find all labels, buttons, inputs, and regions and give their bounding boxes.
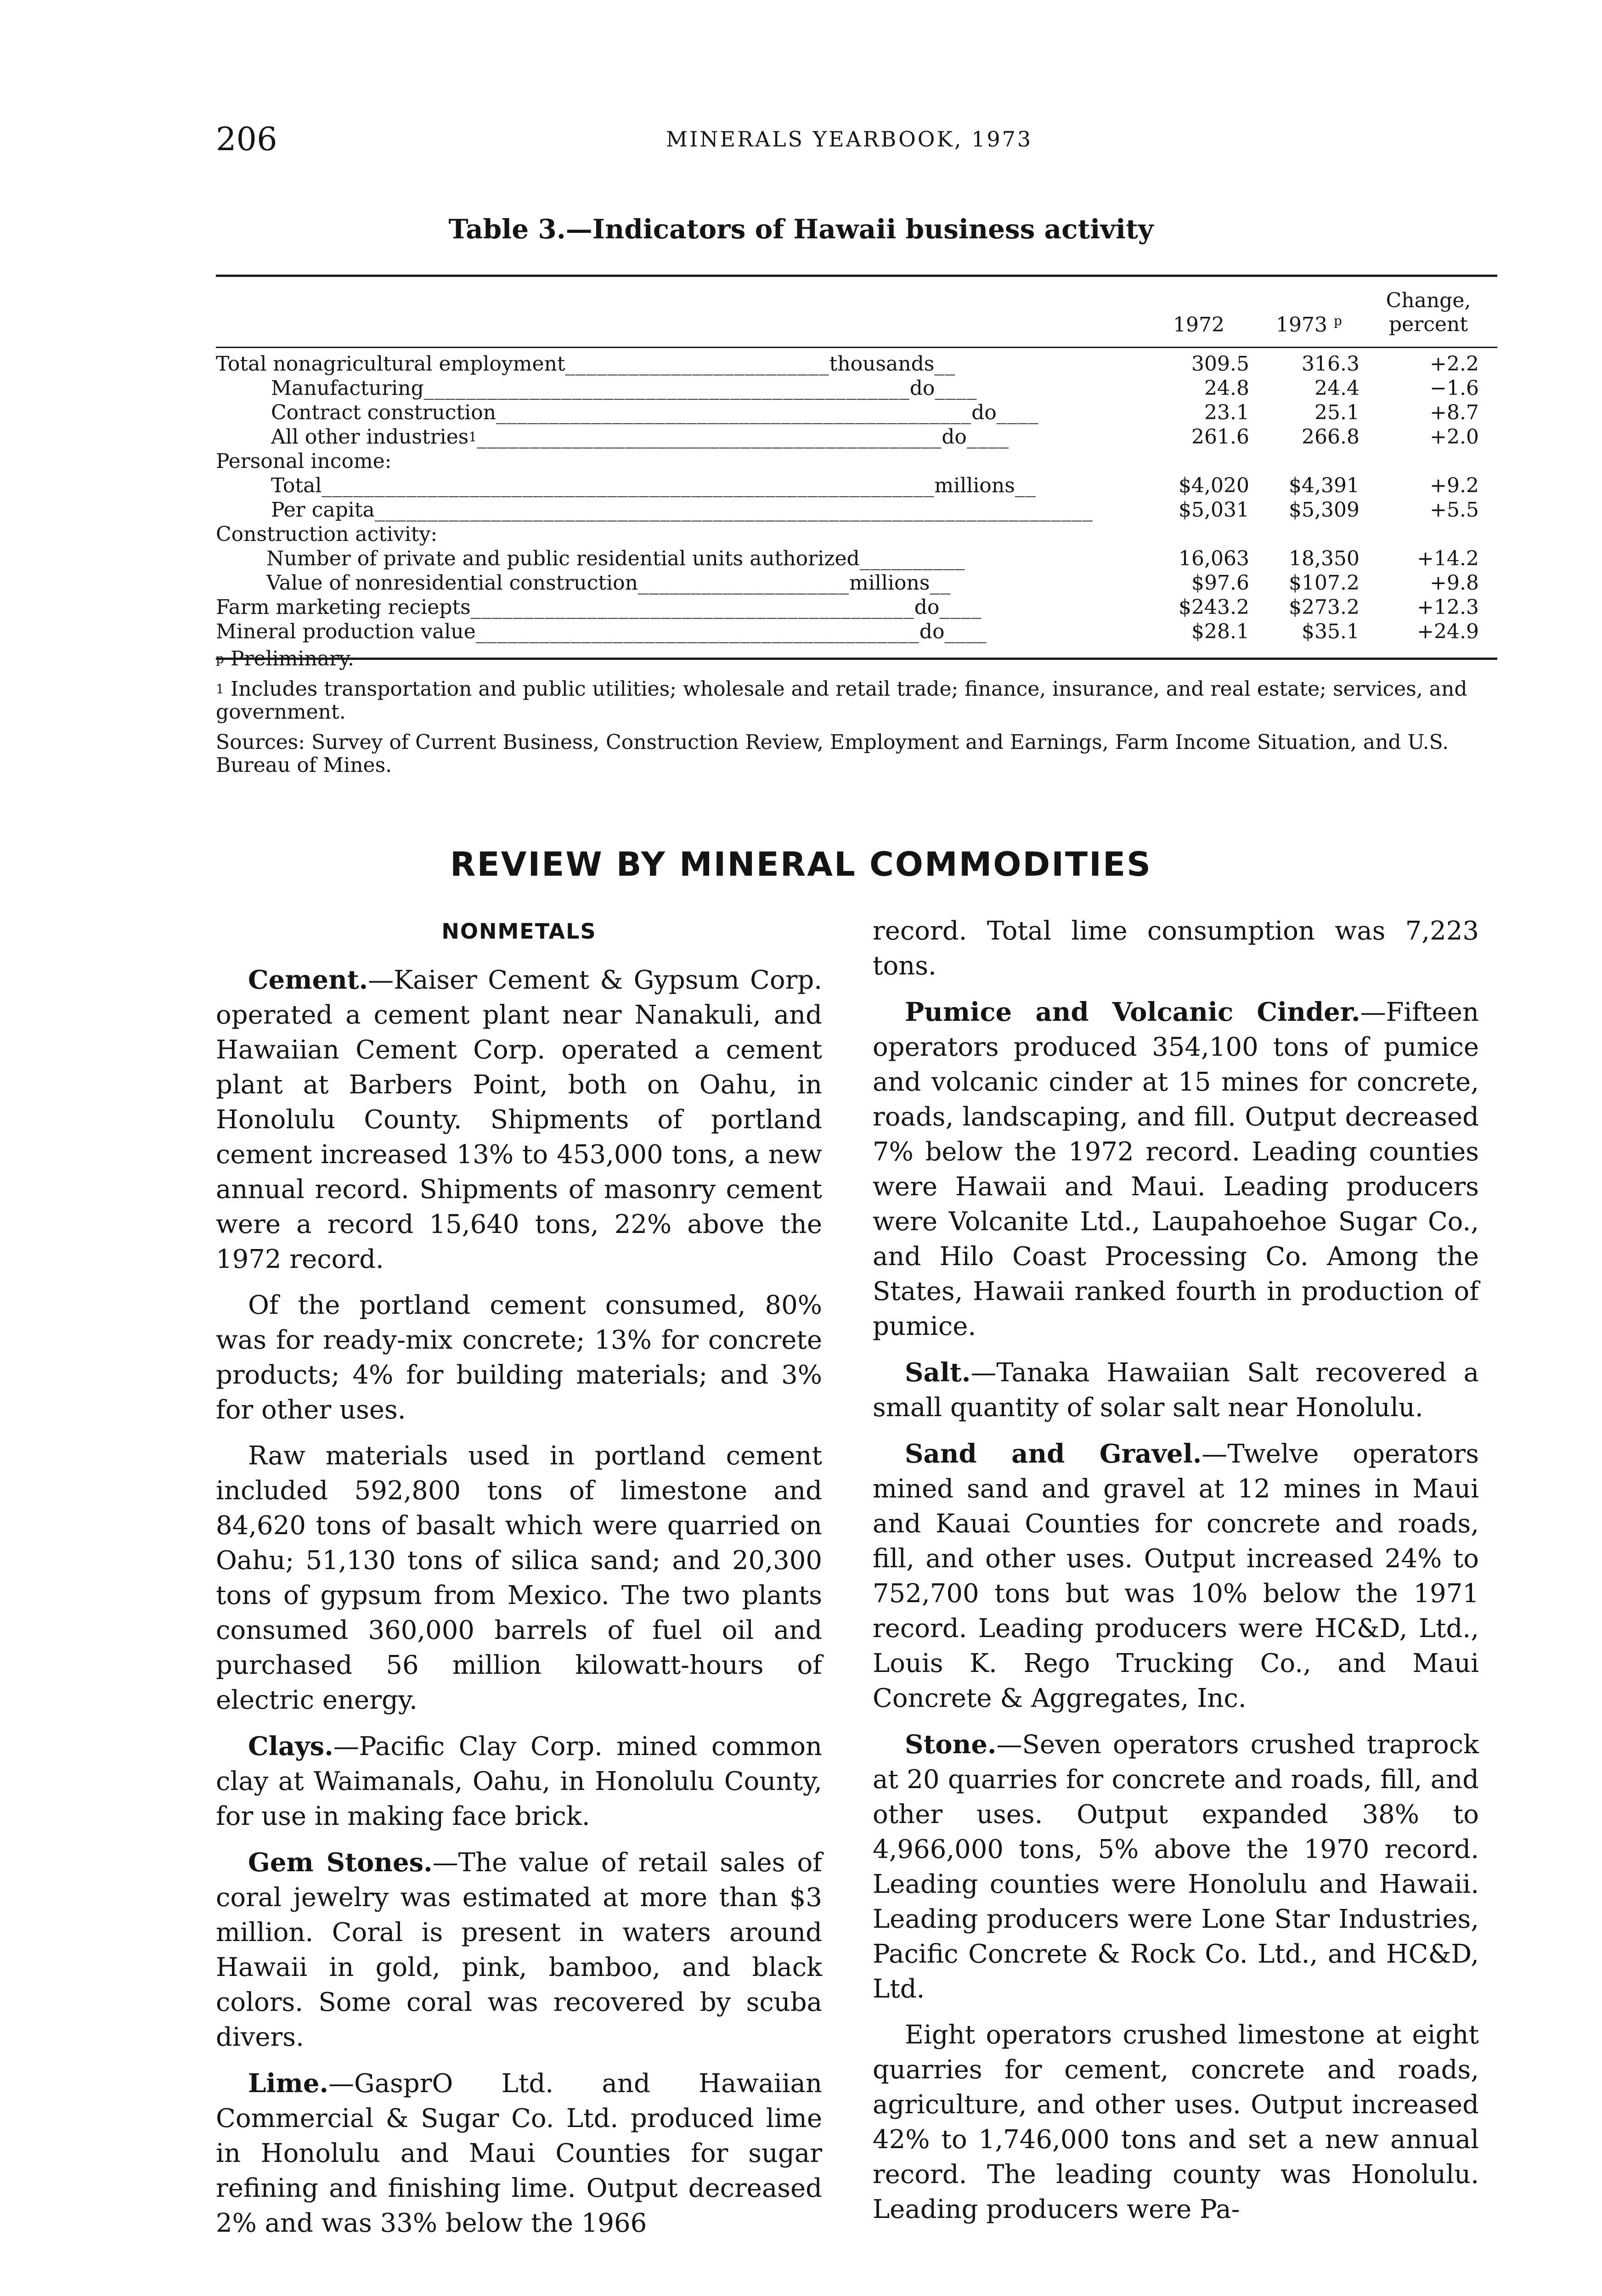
sand-gravel-paragraph — [873, 1436, 1479, 1716]
value-change: +8.7 — [1430, 401, 1479, 424]
row-label: Total nonagricultural employment — [216, 352, 565, 376]
row-label: Mineral production value — [216, 620, 476, 643]
stone-paragraph — [873, 1727, 1479, 2007]
subsection-heading: NONMETALS — [441, 919, 597, 944]
row-label: Value of nonresidential construction — [266, 571, 638, 595]
salt-text: —Tanaka Hawaiian Salt recovered a small quantity of solar salt near Honolulu. — [873, 1358, 1479, 1423]
table-notes — [216, 647, 1497, 784]
gem-stones-lead: Gem Stones. — [248, 1847, 433, 1878]
value-change: −1.6 — [1430, 377, 1479, 400]
cement-paragraph — [216, 962, 822, 1277]
value-change: +5.5 — [1430, 498, 1479, 522]
row-unit: thousands — [829, 352, 935, 376]
value-1972: 24.8 — [1204, 377, 1249, 400]
page-number: 206 — [216, 120, 277, 158]
change-header-line1: Change, — [1386, 289, 1471, 312]
stone-lead: Stone. — [905, 1729, 997, 1760]
value-1972: 16,063 — [1179, 547, 1249, 570]
table-row: Per capita____________________________________________________________________ $5,031 $5,309 +5.5 — [271, 498, 1479, 522]
pumice-lead: Pumice and Volcanic Cinder. — [905, 997, 1360, 1027]
value-1972: 23.1 — [1204, 401, 1249, 424]
row-label: Per capita — [271, 498, 375, 522]
table-row: Contract construction_____________________________________________do____ 23.1 25.1 +8.7 — [271, 401, 1479, 424]
value-change: +9.2 — [1430, 474, 1479, 497]
value-change: +14.2 — [1417, 547, 1479, 570]
lime-lead: Lime. — [248, 2068, 329, 2099]
row-label: Number of private and public residential units authorized — [266, 547, 860, 570]
lime-continued-paragraph: record. Total lime consumption was 7,223 tons. — [873, 916, 1479, 981]
value-change: +2.0 — [1430, 425, 1479, 449]
right-column — [873, 914, 1479, 2238]
stone-text: —Seven operators crushed traprock at 20 quarries for concrete and roads, fill, and other uses. Output expanded 38% to 4,966,000 tons, 5% above the 1970 record. Leading counties were Honolulu and Hawaii. Leading producers were Lone Star Industries, Pacific Concrete & Rock Co. Ltd., and HC&D, Ltd. — [873, 1730, 1479, 2004]
table-body — [216, 348, 1497, 658]
footnote-mark: 1 — [468, 429, 477, 445]
gem-stones-paragraph — [216, 1845, 822, 2055]
table-header — [216, 277, 1497, 348]
sources-note: Sources: Survey of Current Business, Construction Review, Employment and Earnings, Farm Income Situation, and U.S. Bureau of Mines. — [216, 731, 1449, 777]
section-title: REVIEW BY MINERAL COMMODITIES — [450, 845, 1152, 884]
column-header-change — [1359, 289, 1497, 337]
sand-gravel-lead: Sand and Gravel. — [905, 1439, 1202, 1469]
table-row: Farm marketing reciepts__________________________________________do____ $243.2 $273.2 +12.3 — [216, 596, 1479, 619]
table-caption: Table 3.—Indicators of Hawaii business activity — [448, 214, 1154, 245]
pumice-paragraph — [873, 995, 1479, 1344]
value-change: +9.8 — [1430, 571, 1479, 595]
row-unit: do — [942, 425, 967, 449]
row-unit: do — [909, 377, 935, 400]
value-1973: 266.8 — [1302, 425, 1359, 449]
value-1972: $4,020 — [1179, 474, 1249, 497]
value-1972: $28.1 — [1191, 620, 1249, 643]
table-row — [216, 522, 1497, 546]
footnote-1-mark: 1 — [216, 681, 224, 697]
row-unit: millions — [934, 474, 1015, 497]
table-row — [216, 449, 1497, 473]
footnote-1 — [216, 678, 1497, 724]
value-1973: $273.2 — [1289, 596, 1359, 619]
preliminary-mark: p — [1334, 313, 1342, 328]
change-header-line2: percent — [1389, 313, 1468, 336]
table-row: All other industries$^1$____________________________________________do____ 261.6 266.8 +2.0 — [271, 425, 1479, 449]
row-label: Farm marketing reciepts — [216, 596, 471, 619]
cement-text: —Kaiser Cement & Gypsum Corp. operated a cement plant near Nanakuli, and Hawaiian Cement Corp. operated a cement plant at Barbers Point, both on Oahu, in Honolulu County. Shipments of portland cement increased 13% to 453,000 tons, a new annual record. Shipments of masonry cement were a record 15,640 tons, 22% above the 1972 record. — [216, 965, 822, 1274]
value-1972: $97.6 — [1191, 571, 1249, 595]
table-row: Mineral production value__________________________________________do____ $28.1 $35.1 +24.9 — [216, 620, 1479, 643]
value-1973: 18,350 — [1289, 547, 1359, 570]
row-unit: do — [914, 596, 940, 619]
table-row: Manufacturing______________________________________________do____ 24.8 24.4 −1.6 — [271, 377, 1479, 400]
left-column — [216, 914, 822, 2252]
preliminary-note-mark: p — [216, 651, 224, 666]
table-row: Number of private and public residential units authorized__________ 16,063 18,350 +14.2 — [266, 547, 1479, 570]
row-unit: do — [919, 620, 945, 643]
value-1973: $5,309 — [1289, 498, 1359, 522]
table-row: Total nonagricultural employment_________________________thousands__ 309.5 316.3 +2.2 — [216, 352, 1479, 376]
lime-paragraph — [216, 2066, 822, 2241]
preliminary-note — [216, 647, 1497, 670]
row-label: Personal income: — [216, 450, 392, 473]
clays-lead: Clays. — [248, 1731, 333, 1761]
row-unit: do — [971, 401, 997, 424]
value-1972: 309.5 — [1191, 352, 1249, 376]
salt-lead: Salt. — [905, 1357, 971, 1388]
clays-paragraph — [216, 1729, 822, 1834]
table-row: Total__________________________________________________________millions__ $4,020 $4,391 +9.2 — [271, 474, 1479, 497]
cement-consumption-paragraph: Of the portland cement consumed, 80% was for ready-mix concrete; 13% for concrete products; 4% for building materials; and 3% for other uses. — [216, 1290, 822, 1425]
value-1973: $4,391 — [1289, 474, 1359, 497]
column-header-1973-label: 1973 — [1276, 313, 1328, 337]
value-1972: $5,031 — [1179, 498, 1249, 522]
value-1973: 24.4 — [1314, 377, 1359, 400]
value-1973: $107.2 — [1289, 571, 1359, 595]
clays-text: —Pacific Clay Corp. mined common clay at Waimanals, Oahu, in Honolulu County, for use in making face brick. — [216, 1732, 822, 1831]
row-label: Construction activity: — [216, 523, 438, 546]
gem-stones-text: —The value of retail sales of coral jewelry was estimated at more than $3 million. Coral is present in waters around Hawaii in gold, pink, bamboo, and black colors. Some coral was recovered by scuba divers. — [216, 1848, 822, 2052]
value-change: +24.9 — [1417, 620, 1479, 643]
lime-text: —GasprO Ltd. and Hawaiian Commercial & Sugar Co. Ltd. produced lime in Honolulu and Maui Counties for sugar refining and finishing lime. Output decreased 2% and was 33% below the 1966 — [216, 2069, 822, 2238]
page-header — [216, 120, 1502, 157]
indicators-table — [216, 275, 1497, 660]
value-1972: 261.6 — [1191, 425, 1249, 449]
table-row: Value of nonresidential construction____________________millions__ $97.6 $107.2 +9.8 — [266, 571, 1479, 595]
value-change: +2.2 — [1430, 352, 1479, 376]
value-1973: 25.1 — [1314, 401, 1359, 424]
sand-gravel-text: —Twelve operators mined sand and gravel at 12 mines in Maui and Kauai Counties for concrete and roads, fill, and other uses. Output increased 24% to 752,700 tons but was 10% below the 1971 record. Leading producers were HC&D, Ltd., Louis K. Rego Trucking Co., and Maui Concrete & Aggregates, Inc. — [873, 1439, 1479, 1713]
cement-lead: Cement. — [248, 965, 368, 995]
limestone-paragraph: Eight operators crushed limestone at eight quarries for cement, concrete and roads, agriculture, and other uses. Output increased 42% to 1,746,000 tons and set a new annual record. The leading county was Honolulu. Leading producers were Pa- — [873, 2020, 1479, 2224]
column-header-1973 — [1249, 313, 1369, 337]
cement-raw-materials-paragraph: Raw materials used in portland cement included 592,800 tons of limestone and 84,620 tons of basalt which were quarried on Oahu; 51,130 tons of silica sand; and 20,300 tons of gypsum from Mexico. The two plants consumed 360,000 barrels of fuel oil and purchased 56 million kilowatt-hours of electric energy. — [216, 1441, 822, 1715]
row-label: All other industries — [271, 425, 469, 449]
row-label: Total — [271, 474, 322, 497]
value-1973: $35.1 — [1302, 620, 1359, 643]
running-head: MINERALS YEARBOOK, 1973 — [666, 127, 1033, 152]
value-1973: 316.3 — [1302, 352, 1359, 376]
footnote-1-text: Includes transportation and public utilities; wholesale and retail trade; finance, insurance, and real estate; services, and government. — [216, 677, 1467, 724]
salt-paragraph — [873, 1355, 1479, 1425]
row-unit: millions — [849, 571, 930, 595]
column-header-1972: 1972 — [1173, 313, 1224, 337]
row-label: Manufacturing — [271, 377, 424, 400]
value-1972: $243.2 — [1179, 596, 1249, 619]
value-change: +12.3 — [1417, 596, 1479, 619]
row-label: Contract construction — [271, 401, 496, 424]
preliminary-note-text: Preliminary. — [230, 647, 355, 670]
pumice-text: —Fifteen operators produced 354,100 tons of pumice and volcanic cinder at 15 mines for concrete, roads, landscaping, and fill. Output decreased 7% below the 1972 record. Leading counties were Hawaii and Maui. Leading producers were Volcanite Ltd., Laupahoehoe Sugar Co., and Hilo Coast Processing Co. Among the States, Hawaii ranked fourth in production of pumice. — [873, 997, 1479, 1341]
